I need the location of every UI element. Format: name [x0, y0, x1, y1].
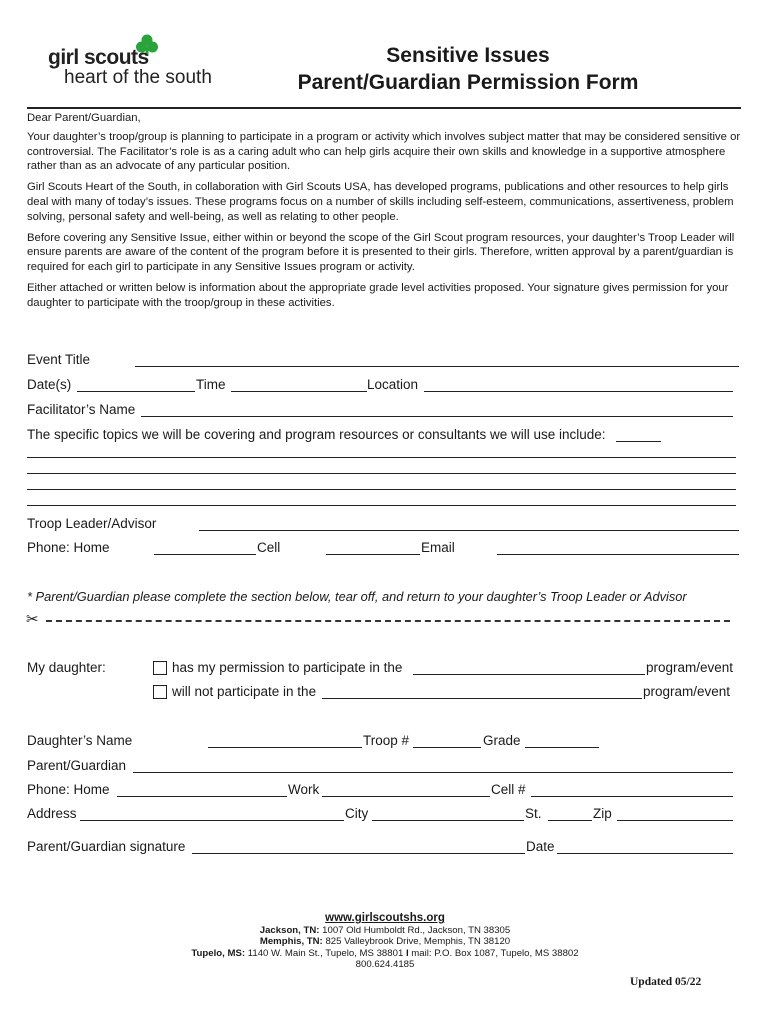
updated-date: Updated 05/22	[630, 976, 702, 988]
parent-phone-field[interactable]	[117, 796, 287, 797]
memphis-address	[0, 936, 770, 948]
daughter-name-label: Daughter’s Name	[27, 733, 133, 748]
location-field[interactable]	[424, 391, 733, 392]
parent-cell-field[interactable]	[531, 796, 733, 797]
troop-leader-field[interactable]	[199, 530, 739, 531]
city-label: City	[345, 806, 369, 821]
parent-guardian-label: Parent/Guardian	[27, 758, 127, 773]
time-field[interactable]	[231, 391, 367, 392]
permission-no-suffix: program/event	[643, 684, 731, 699]
website-link[interactable]: www.girlscoutshs.org	[325, 912, 445, 924]
facilitator-field[interactable]	[141, 416, 733, 417]
zip-label: Zip	[593, 806, 612, 821]
parent-work-label: Work	[288, 782, 320, 797]
scissors-icon: ✂	[26, 610, 39, 628]
permission-yes-program-field[interactable]	[413, 674, 645, 675]
topics-line-4[interactable]	[27, 505, 736, 506]
city-field[interactable]	[372, 820, 524, 821]
dates-field[interactable]	[77, 391, 195, 392]
topics-line-3[interactable]	[27, 489, 736, 490]
salutation: Dear Parent/Guardian,	[27, 112, 141, 124]
zip-field[interactable]	[617, 820, 733, 821]
permission-yes-checkbox[interactable]	[153, 661, 167, 675]
troop-number-label: Troop #	[363, 733, 410, 748]
topics-inline-field[interactable]	[616, 441, 661, 442]
logo-council: heart of the south	[64, 67, 212, 88]
signature-label: Parent/Guardian signature	[27, 839, 186, 854]
troop-number-field[interactable]	[413, 747, 481, 748]
state-field[interactable]	[548, 820, 592, 821]
topics-line-1[interactable]	[27, 457, 736, 458]
topics-label: The specific topics we will be covering and program resources or consultants we will use include:	[27, 427, 606, 442]
permission-no-program-field[interactable]	[322, 698, 642, 699]
parent-work-field[interactable]	[322, 796, 490, 797]
facilitator-label: Facilitator’s Name	[27, 402, 136, 417]
event-title-field[interactable]	[135, 366, 739, 367]
state-label: St.	[525, 806, 542, 821]
event-title-label: Event Title	[27, 352, 91, 367]
grade-field[interactable]	[525, 747, 599, 748]
permission-no-label: will not participate in the	[172, 684, 317, 699]
header-divider	[27, 107, 741, 109]
leader-phone-field[interactable]	[154, 554, 256, 555]
phone-number: 800.624.4185	[355, 959, 415, 970]
topics-line-2[interactable]	[27, 473, 736, 474]
permission-yes-label: has my permission to participate in the	[172, 660, 403, 675]
signature-date-label: Date	[526, 839, 555, 854]
parent-cell-label: Cell #	[491, 782, 526, 797]
letter-body	[27, 111, 747, 311]
signature-date-field[interactable]	[557, 853, 733, 854]
daughter-name-field[interactable]	[208, 747, 362, 748]
jackson-address	[0, 925, 770, 937]
address-label: Address	[27, 806, 77, 821]
tupelo-text: 1140 W. Main St., Tupelo, MS 38801	[247, 947, 404, 959]
jackson-label: Jackson, TN:	[259, 924, 320, 936]
mail-text: mail: P.O. Box 1087, Tupelo, MS 38802	[411, 947, 579, 959]
dates-label: Date(s)	[27, 377, 72, 392]
memphis-text: 825 Valleybrook Drive, Memphis, TN 38120	[325, 936, 511, 947]
parent-phone-label: Phone: Home	[27, 782, 110, 797]
footer	[0, 913, 770, 971]
paragraph-2: Girl Scouts Heart of the South, in collaboration with Girl Scouts USA, has developed programs, publications and other resources to help girls deal with many of today’s issues. These programs focus on a number of skills including self-esteem, communications, assertiveness, problem solving, personal safety and well-being, as well as relating to other people.	[27, 181, 734, 223]
permission-yes-suffix: program/event	[646, 660, 734, 675]
time-label: Time	[196, 377, 226, 392]
tupelo-address	[0, 948, 770, 960]
leader-email-label: Email	[421, 540, 455, 555]
logo	[48, 34, 228, 90]
tear-off-instruction: * Parent/Guardian please complete the section below, tear off, and return to your daughter’s Troop Leader or Advisor	[27, 589, 687, 604]
signature-field[interactable]	[192, 853, 525, 854]
jackson-text: 1007 Old Humboldt Rd., Jackson, TN 38305	[322, 924, 511, 936]
grade-label: Grade	[483, 733, 521, 748]
permission-no-checkbox[interactable]	[153, 685, 167, 699]
leader-phone-label: Phone: Home	[27, 540, 110, 555]
parent-guardian-field[interactable]	[133, 772, 733, 773]
location-label: Location	[367, 377, 419, 392]
leader-cell-label: Cell	[257, 540, 281, 555]
leader-email-field[interactable]	[497, 554, 739, 555]
memphis-label: Memphis, TN:	[259, 936, 323, 947]
address-separator: I	[405, 947, 409, 959]
paragraph-4: Either attached or written below is information about the appropriate grade level activities proposed. Your signature gives permission for your daughter to participate with the troop/group in these activities.	[27, 281, 729, 309]
paragraph-3: Before covering any Sensitive Issue, either within or beyond the scope of the Girl Scout program resources, your daughter’s Troop Leader will ensure parents are aware of the content of the program before it is presented to their girls. Therefore, written approval by a parent/guardian is required for each girl to participate in any Sensitive Issues program or activity.	[27, 231, 735, 274]
my-daughter-label: My daughter:	[27, 660, 106, 675]
address-field[interactable]	[80, 820, 344, 821]
paragraph-1: Your daughter’s troop/group is planning to participate in a program or activity which involves subject matter that may be considered sensitive or controversial. The Facilitator’s role is as a caring adult who can help girls acquire their own skills and knowledge in a supportive atmosphere rather than as an advocate of any particular position.	[27, 130, 741, 173]
tear-line	[46, 620, 730, 622]
form-title-line1: Sensitive Issues	[386, 44, 550, 67]
tupelo-label: Tupelo, MS:	[191, 947, 246, 959]
logo-brand: girl scouts	[48, 46, 149, 69]
leader-cell-field[interactable]	[326, 554, 420, 555]
troop-leader-label: Troop Leader/Advisor	[27, 516, 157, 531]
form-title-line2: Parent/Guardian Permission Form	[297, 71, 639, 94]
